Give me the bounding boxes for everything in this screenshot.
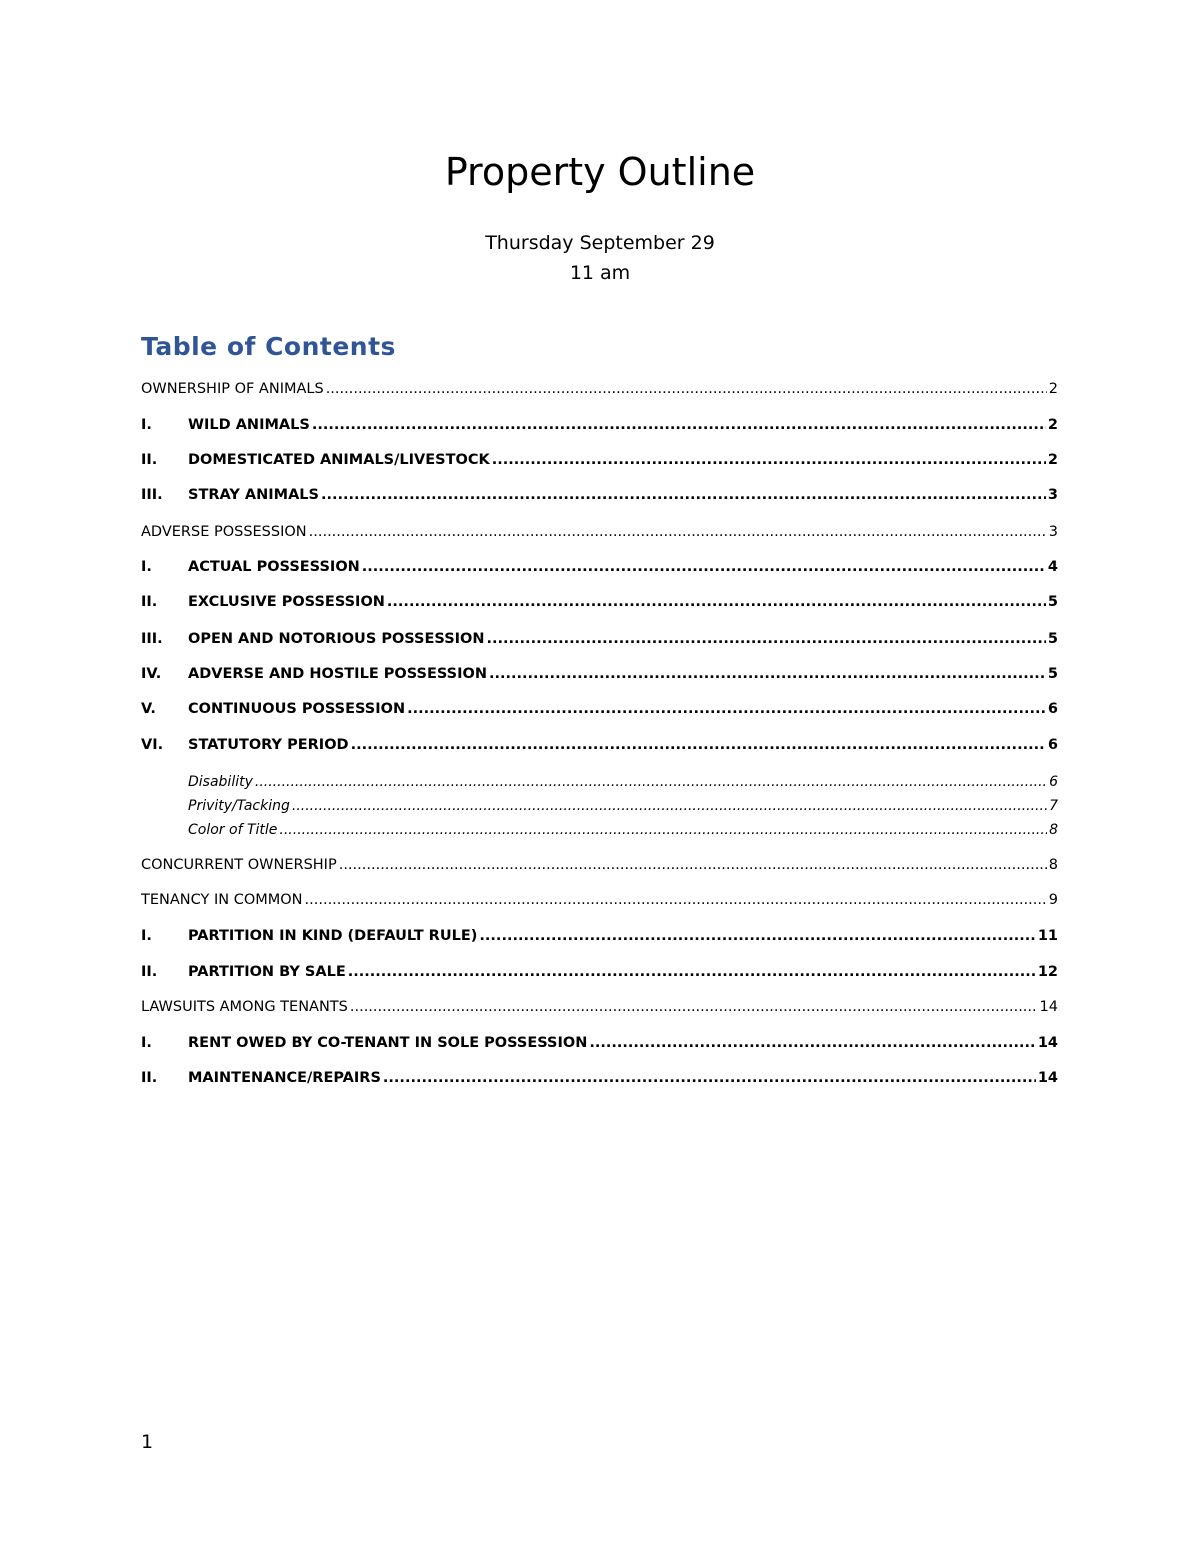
toc-entry-title: LAWSUITS AMONG TENANTS <box>141 999 348 1015</box>
toc-entry[interactable] <box>141 925 1058 947</box>
toc-leader-dots <box>321 484 1046 506</box>
toc-leader-dots <box>487 628 1046 650</box>
toc-entry-title: ADVERSE AND HOSTILE POSSESSION <box>188 666 487 682</box>
toc-entry[interactable] <box>141 889 1058 911</box>
toc-entry-page: 8 <box>1049 822 1058 838</box>
toc-leader-dots <box>383 1067 1036 1089</box>
toc-entry[interactable] <box>141 378 1058 400</box>
toc-entry-title: DOMESTICATED ANIMALS/LIVESTOCK <box>188 452 490 468</box>
toc-entry-number: IV. <box>141 666 162 682</box>
toc-leader-dots <box>292 795 1047 817</box>
toc-leader-dots <box>350 996 1038 1018</box>
toc-entry-page: 4 <box>1047 559 1058 575</box>
toc-entry-page: 14 <box>1037 1070 1058 1086</box>
toc-entry-title: CONCURRENT OWNERSHIP <box>141 857 337 873</box>
toc-entry-number: I. <box>141 1035 152 1051</box>
toc-leader-dots <box>407 698 1046 720</box>
toc-leader-dots <box>387 591 1046 613</box>
toc-leader-dots <box>255 771 1047 793</box>
toc-leader-dots <box>348 961 1036 983</box>
toc-entry-title: PARTITION BY SALE <box>188 964 346 980</box>
document-time: 11 am <box>569 262 631 284</box>
toc-entry-page: 11 <box>1037 928 1058 944</box>
toc-entry[interactable] <box>141 1067 1058 1089</box>
toc-entry-number: I. <box>141 928 152 944</box>
toc-entry-page: 5 <box>1047 666 1058 682</box>
toc-leader-dots <box>362 556 1046 578</box>
toc-entry-page: 8 <box>1048 857 1058 873</box>
document-title: Property Outline <box>444 150 756 194</box>
toc-entry[interactable] <box>141 449 1058 471</box>
toc-entry-title: ACTUAL POSSESSION <box>188 559 360 575</box>
toc-leader-dots <box>589 1032 1035 1054</box>
toc-leader-dots <box>326 378 1047 400</box>
toc-leader-dots <box>351 734 1046 756</box>
toc-entry[interactable] <box>141 961 1058 983</box>
toc-entry-number: III. <box>141 631 163 647</box>
toc-entry-page: 6 <box>1047 737 1058 753</box>
toc-leader-dots <box>479 925 1035 947</box>
toc-entry-title: Disability <box>188 774 253 790</box>
toc-entry-title: STATUTORY PERIOD <box>188 737 349 753</box>
toc-entry-number: II. <box>141 452 158 468</box>
toc-entry-page: 6 <box>1047 701 1058 717</box>
toc-entry-title: OWNERSHIP OF ANIMALS <box>141 381 324 397</box>
toc-leader-dots <box>309 521 1047 543</box>
toc-entry-number: V. <box>141 701 156 717</box>
toc-entry-title: PARTITION IN KIND (DEFAULT RULE) <box>188 928 478 944</box>
toc-entry-number: II. <box>141 964 158 980</box>
toc-entry-title: Privity/Tacking <box>188 798 290 814</box>
toc-entry-title: OPEN AND NOTORIOUS POSSESSION <box>188 631 485 647</box>
toc-entry-page: 2 <box>1048 381 1058 397</box>
toc-entry[interactable] <box>141 819 1058 841</box>
toc-entry-page: 5 <box>1047 594 1058 610</box>
toc-entry[interactable] <box>141 521 1058 543</box>
toc-entry-number: III. <box>141 487 163 503</box>
toc-entry[interactable] <box>141 1032 1058 1054</box>
toc-leader-dots <box>305 889 1047 911</box>
toc-entry[interactable] <box>141 996 1058 1018</box>
toc-entry-page: 2 <box>1047 417 1058 433</box>
toc-entry-title: STRAY ANIMALS <box>188 487 319 503</box>
toc-entry-page: 6 <box>1049 774 1058 790</box>
toc-entry-title: EXCLUSIVE POSSESSION <box>188 594 385 610</box>
toc-entry-number: I. <box>141 417 152 433</box>
toc-entry-page: 12 <box>1037 964 1058 980</box>
toc-entry-title: WILD ANIMALS <box>188 417 310 433</box>
toc-entry[interactable] <box>141 591 1058 613</box>
toc-leader-dots <box>312 414 1046 436</box>
toc-entry-page: 3 <box>1047 487 1058 503</box>
toc-entry[interactable] <box>141 795 1058 817</box>
toc-entry-number: I. <box>141 559 152 575</box>
toc-leader-dots <box>489 663 1046 685</box>
toc-entry-page: 14 <box>1039 999 1058 1015</box>
toc-entry-title: Color of Title <box>188 822 278 838</box>
toc-entry-page: 5 <box>1047 631 1058 647</box>
toc-entry[interactable] <box>141 771 1058 793</box>
toc-entry-title: MAINTENANCE/REPAIRS <box>188 1070 381 1086</box>
toc-entry[interactable] <box>141 628 1058 650</box>
toc-entry-page: 9 <box>1048 892 1058 908</box>
toc-leader-dots <box>492 449 1046 471</box>
toc-heading: Table of Contents <box>141 332 396 361</box>
toc-entry-page: 14 <box>1037 1035 1058 1051</box>
toc-entry-title: RENT OWED BY CO-TENANT IN SOLE POSSESSION <box>188 1035 588 1051</box>
toc-entry[interactable] <box>141 663 1058 685</box>
toc-entry-number: VI. <box>141 737 164 753</box>
toc-entry-title: TENANCY IN COMMON <box>141 892 303 908</box>
toc-entry-title: ADVERSE POSSESSION <box>141 524 307 540</box>
page-number: 1 <box>141 1431 154 1453</box>
toc-entry[interactable] <box>141 414 1058 436</box>
toc-entry-number: II. <box>141 1070 158 1086</box>
toc-entry-number: II. <box>141 594 158 610</box>
toc-leader-dots <box>279 819 1047 841</box>
toc-entry[interactable] <box>141 484 1058 506</box>
toc-entry-title: CONTINUOUS POSSESSION <box>188 701 406 717</box>
toc-entry-page: 2 <box>1047 452 1058 468</box>
toc-entry[interactable] <box>141 734 1058 756</box>
toc-entry-page: 3 <box>1048 524 1058 540</box>
toc-entry[interactable] <box>141 698 1058 720</box>
toc-entry-page: 7 <box>1049 798 1058 814</box>
document-date: Thursday September 29 <box>485 232 715 254</box>
toc-entry[interactable] <box>141 854 1058 876</box>
toc-leader-dots <box>339 854 1047 876</box>
toc-entry[interactable] <box>141 556 1058 578</box>
